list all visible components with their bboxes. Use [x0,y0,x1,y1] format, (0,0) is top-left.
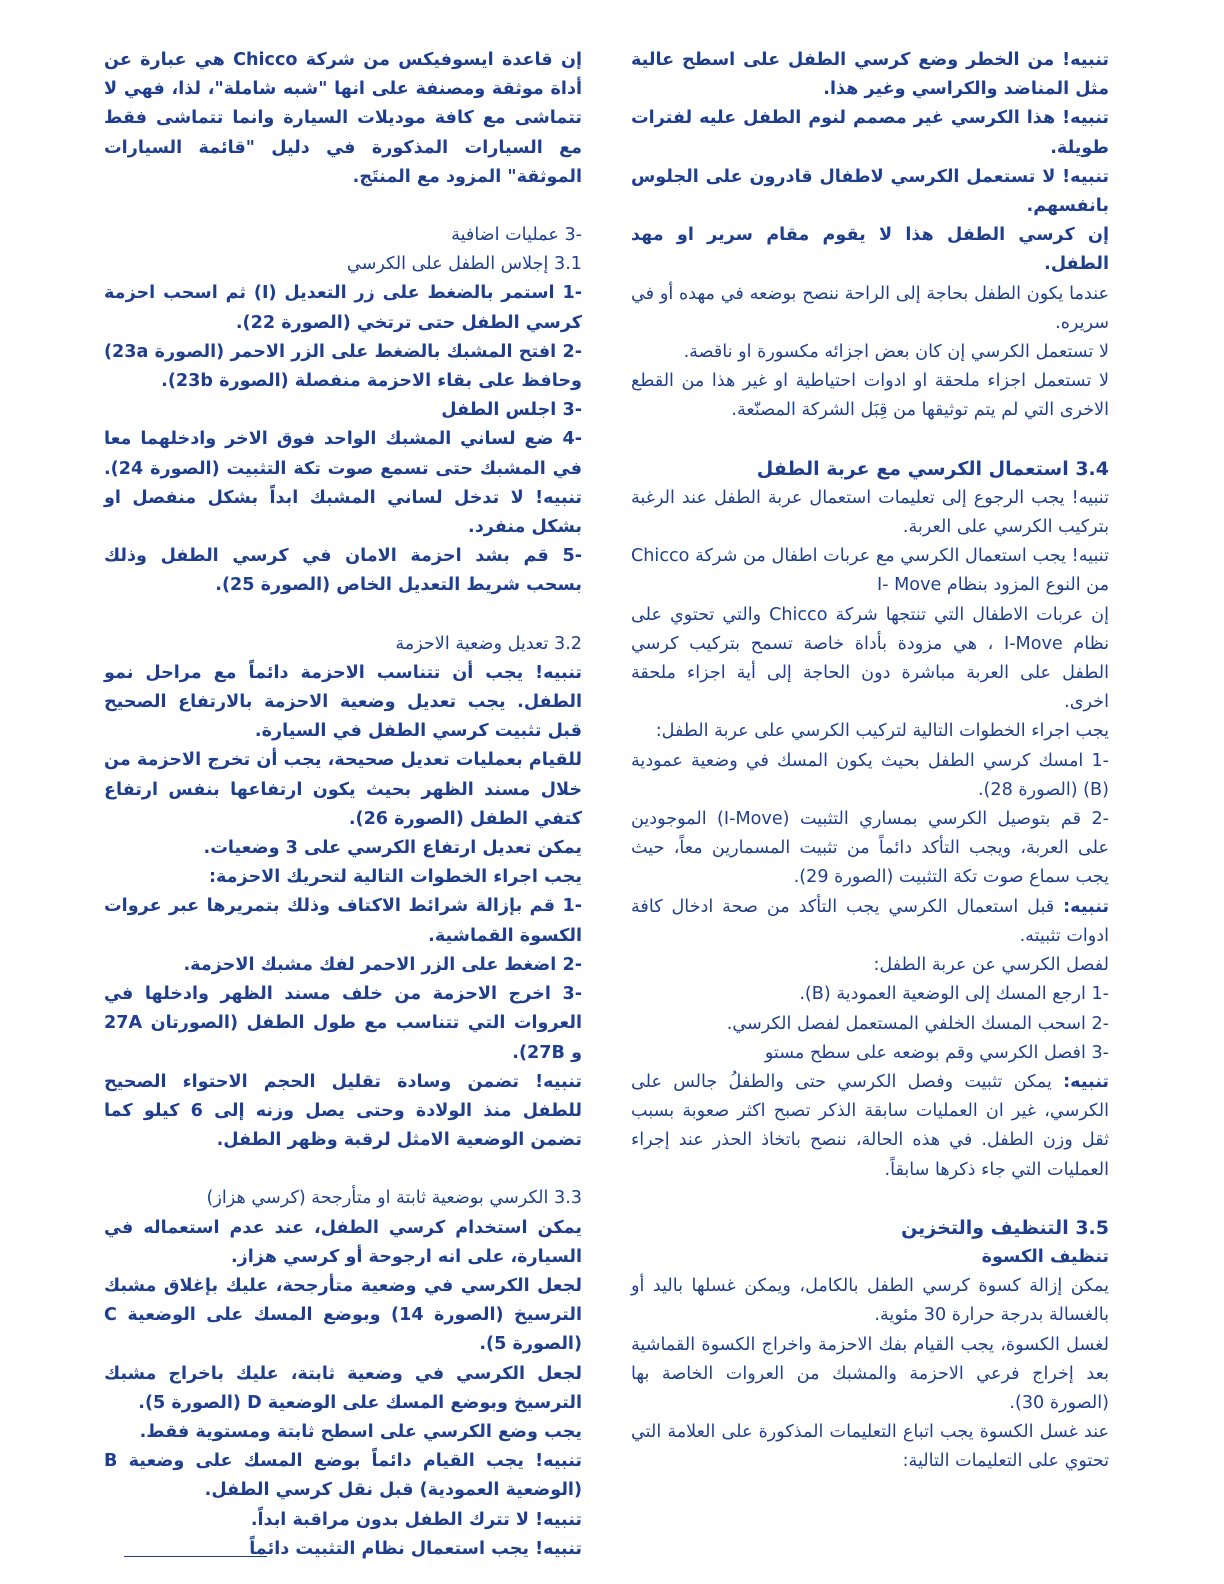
right-column [631,46,1109,1477]
body-paragraph: لجعل الكرسي في وضعية ثابتة، عليك باخراج مشبك الترسيخ وبوضع المسك على الوضعية D (الصورة 5). [104,1363,582,1413]
body-paragraph: يمكن تعديل ارتفاع الكرسي على 3 وضعيات. [203,838,582,859]
body-paragraph: إن عربات الاطفال التي تنتجها شركة Chicco والتي تحتوي على نظام I-Move ، هي مزودة بأداة خاصة تسمح بتركيب كرسي الطفل على العربة مباشرة دون الحاجة إلى أية اجزاء ملحقة اخرى. [631,604,1109,713]
warning-paragraph: إن كرسي الطفل هذا لا يقوم مقام سرير او مهد الطفل. [631,225,1109,275]
step-item: -3 اجلس الطفل [441,400,582,421]
warning-paragraph: تنبيه! تضمن وسادة تقليل الحجم الاحتواء الصحيح للطفل منذ الولادة وحتى يصل وزنه إلى 6 كيلو كما تضمن الوضعية الامثل لرقبة وظهر الطفل. [104,1071,582,1151]
footnote-divider [124,1556,267,1557]
note-text: قبل استعمال الكرسي يجب التأكد من صحة ادخال كافة ادوات تثبيته. [631,896,1109,946]
step-item: -1 امسك كرسي الطفل بحيث يكون المسك في وضعية عمودية (B) (الصورة 28). [631,750,1109,800]
body-paragraph: لجعل الكرسي في وضعية متأرجحة، عليك بإغلاق مشبك الترسيخ (الصورة 14) وبوضع المسك على الوضعية C (الصورة 5). [104,1275,582,1355]
body-paragraph: يجب وضع الكرسي على اسطح ثابتة ومستوية فقط. [139,1421,582,1442]
warning-paragraph: تنبيه! من الخطر وضع كرسي الطفل على اسطح عالية مثل المناضد والكراسي وغير هذا. [631,50,1109,100]
body-paragraph: يجب اجراء الخطوات التالية لتحريك الاحزمة: [208,867,582,888]
warning-paragraph: تنبيه! لا تترك الطفل بدون مراقبة ابداً. [250,1509,582,1530]
body-paragraph: تنبيه! يجب استعمال الكرسي مع عربات اطفال من شركة Chicco من النوع المزود بنظام I- Move [631,546,1109,596]
spacer [631,426,1109,455]
note-paragraph [631,893,1109,951]
section-heading-3-1: 3.1 إجلاس الطفل على الكرسي [346,254,582,275]
step-item: -1 ارجع المسك إلى الوضعية العمودية (B). [799,984,1109,1005]
body-paragraph: عندما يكون الطفل بحاجة إلى الراحة ننصح بوضعه في مهده أو في سريره. [631,283,1109,333]
note-paragraph [631,1068,1109,1185]
step-item: -2 قم بتوصيل الكرسي بمساري التثبيت (I-Move) الموجودين على العربة، ويجب التأكد دائماً من تثبيت المسمارين معاً، حيث يجب سماع صوت تكة التثبيت (الصورة 29). [631,809,1109,888]
body-paragraph: لغسل الكسوة، يجب القيام بفك الاحزمة واخراج الكسوة القماشية بعد إخراج فرعي الاحزمة والمشبك من العروات الخاصة بها (الصورة 30). [631,1334,1109,1413]
subheading-cover-cleaning: تنظيف الكسوة [981,1246,1109,1267]
section-heading-3-5: 3.5 التنظيف والتخزين [901,1216,1109,1239]
body-paragraph: يمكن استخدام كرسي الطفل، عند عدم استعماله في السيارة، على انه ارجوحة أو كرسي هزاز. [104,1217,582,1267]
step-item: -4 ضع لساني المشبك الواحد فوق الاخر وادخلهما معا في المشبك حتى تسمع صوت تكة التثبيت (الصورة 24). تنبيه! لا تدخل لساني المشبك ابداً بشكل منفصل او بشكل منفرد. [104,429,582,538]
left-column [104,46,582,1564]
isofix-intro-paragraph: إن قاعدة ايسوفيكس من شركة Chicco هي عبارة عن أداة موثقة ومصنفة على انها "شبه شاملة"، لذا، فهي لا تتماشى مع كافة موديلات السيارة وانما تتماشى فقط مع السيارات المذكورة في دليل "قائمة السيارات الموثقة" المزود مع المنتَج. [104,50,582,187]
step-item: -1 استمر بالضغط على زر التعديل (I) ثم اسحب احزمة كرسي الطفل حتى ترتخي (الصورة 22). [104,283,582,333]
spacer [104,601,582,630]
step-item: -2 اضغط على الزر الاحمر لفك مشبك الاحزمة. [183,954,582,975]
body-paragraph: لا تستعمل اجزاء ملحقة او ادوات احتياطية او غير هذا من القطع الاخرى التي لم يتم توثيقها من قِبَل الشركة المصنّعة. [631,371,1109,421]
step-item: -5 قم بشد احزمة الامان في كرسي الطفل وذلك بسحب شريط التعديل الخاص (الصورة 25). [104,546,582,596]
step-item: -1 قم بإزالة شرائط الاكتاف وذلك بتمريرها عبر عروات الكسوة القماشية. [104,896,582,946]
section-heading-3-2: 3.2 تعديل وضعية الاحزمة [395,633,582,654]
note-text: يمكن تثبيت وفصل الكرسي حتى والطفلُ جالس على الكرسي، غير ان العمليات سابقة الذكر تصبح اكثر صعوبة بسبب ثقل وزن الطفل. في هذه الحالة، ننصح باتخاذ الحذر عند إجراء العمليات التي جاء ذكرها سابقاً. [631,1071,1109,1180]
spacer [631,1185,1109,1214]
step-item: -2 افتح المشبك بالضغط على الزر الاحمر (الصورة 23a) وحافظ على بقاء الاحزمة منفصلة (الصورة 23b). [104,341,582,392]
section-heading-3-4: 3.4 استعمال الكرسي مع عربة الطفل [756,457,1109,480]
step-item: -3 اخرج الاحزمة من خلف مسند الظهر وادخلها في العروات التي تتناسب مع طول الطفل (الصورتان 27A و 27B). [104,984,582,1063]
note-label: تنبيه: [1063,1071,1109,1092]
warning-paragraph: تنبيه! يجب استعمال نظام التثبيت دائماً [249,1538,582,1559]
note-label: تنبيه: [1063,896,1109,917]
body-paragraph: يجب اجراء الخطوات التالية لتركيب الكرسي على عربة الطفل: [655,721,1109,742]
body-paragraph: يمكن إزالة كسوة كرسي الطفل بالكامل، ويمكن غسلها باليد أو بالغسالة بدرجة حرارة 30 مئوية. [631,1276,1109,1326]
spacer [104,1155,582,1184]
warning-paragraph: تنبيه! يجب القيام دائماً بوضع المسك على وضعية B (الوضعية العمودية) قبل نقل كرسي الطفل. [104,1451,582,1501]
warning-paragraph: تنبيه! لا تستعمل الكرسي لاطفال قادرون على الجلوس بانفسهم. [631,166,1109,217]
section-heading-3-3: 3.3 الكرسي بوضعية ثابتة او متأرجحة (كرسي هزاز) [206,1188,582,1209]
warning-paragraph: تنبيه! هذا الكرسي غير مصمم لنوم الطفل عليه لفترات طويلة. [631,108,1109,158]
warning-paragraph: تنبيه! يجب أن تتناسب الاحزمة دائماً مع مراحل نمو الطفل. يجب تعديل وضعية الاحزمة بالارتفاع الصحيح قبل تثبيت كرسي الطفل في السيارة. [104,662,582,742]
body-paragraph: تنبيه! يجب الرجوع إلى تعليمات استعمال عربة الطفل عند الرغبة بتركيب الكرسي على العربة. [631,487,1109,538]
body-paragraph: لا تستعمل الكرسي إن كان بعض اجزائه مكسورة او ناقصة. [683,342,1109,363]
section-heading-3: -3 عمليات اضافية [451,225,582,246]
spacer [104,192,582,221]
step-item: -3 افصل الكرسي وقم بوضعه على سطح مستو [764,1042,1109,1063]
body-paragraph: لفصل الكرسي عن عربة الطفل: [873,955,1109,976]
step-item: -2 اسحب المسك الخلفي المستعمل لفصل الكرسي. [726,1013,1109,1034]
body-paragraph: للقيام بعمليات تعديل صحيحة، يجب أن تخرج الاحزمة من خلال مسند الظهر بحيث يكون ارتفاعها بنفس ارتفاع كتفي الطفل (الصورة 26). [104,750,582,829]
body-paragraph: عند غسل الكسوة يجب اتباع التعليمات المذكورة على العلامة التي تحتوي على التعليمات التالية: [631,1422,1109,1472]
